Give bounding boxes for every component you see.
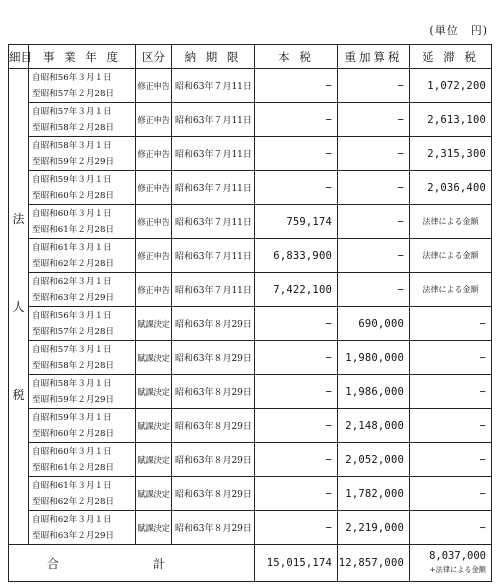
heavy-tax-cell: − [338,205,410,239]
period-cell [29,171,136,205]
period-cell [29,137,136,171]
period-from: 自昭和62年３月１日 [32,276,112,287]
late-tax-cell: 1,072,200 [410,69,492,103]
late-tax-cell: 法律による金額 [410,205,492,239]
table-row [9,69,492,103]
heavy-tax-cell: − [338,103,410,137]
due-date-cell: 昭和63年７月11日 [172,239,255,273]
period-to: 至昭和57年２月28日 [32,88,115,99]
due-date-cell: 昭和63年８月29日 [172,307,255,341]
period-from: 自昭和61年３月１日 [32,242,112,253]
header-period: 事 業 年 度 [29,45,136,69]
category-cell: 修正申告 [136,69,172,103]
due-date-cell: 昭和63年７月11日 [172,171,255,205]
late-tax-cell: − [410,511,492,545]
table-row [9,341,492,375]
principal-cell: − [255,409,338,443]
header-due: 納 期 限 [172,45,255,69]
category-cell: 賦課決定 [136,477,172,511]
category-cell: 修正申告 [136,103,172,137]
period-from: 自昭和56年３月１日 [32,310,112,321]
due-date-cell: 昭和63年７月11日 [172,103,255,137]
due-date-cell: 昭和63年７月11日 [172,69,255,103]
heavy-tax-cell: 2,219,000 [338,511,410,545]
heavy-tax-cell: 690,000 [338,307,410,341]
due-date-cell: 昭和63年８月29日 [172,341,255,375]
heavy-tax-cell: − [338,239,410,273]
category-cell: 賦課決定 [136,307,172,341]
late-tax-cell: − [410,341,492,375]
heavy-tax-cell: 1,782,000 [338,477,410,511]
tax-type-cell [9,69,29,545]
period-from: 自昭和57年３月１日 [32,106,112,117]
table-row [9,273,492,307]
period-to: 至昭和57年２月28日 [32,326,115,337]
late-tax-cell: 法律による金額 [410,273,492,307]
table-row [9,443,492,477]
category-cell: 賦課決定 [136,409,172,443]
header-principal: 本 税 [255,45,338,69]
late-tax-cell: − [410,443,492,477]
table-body [9,69,492,582]
category-cell: 修正申告 [136,171,172,205]
period-to: 至昭和59年２月29日 [32,156,115,167]
late-tax-cell: − [410,375,492,409]
period-to: 至昭和59年２月29日 [32,394,115,405]
period-to: 至昭和58年２月28日 [32,122,115,133]
period-to: 至昭和60年２月28日 [32,428,115,439]
unit-label: (単位 円) [429,24,488,37]
category-cell: 修正申告 [136,239,172,273]
period-from: 自昭和60年３月１日 [32,446,112,457]
due-date-cell: 昭和63年８月29日 [172,511,255,545]
header-late: 延 滞 税 [410,45,492,69]
period-to: 至昭和61年２月28日 [32,224,115,235]
period-cell [29,205,136,239]
category-cell: 修正申告 [136,205,172,239]
total-label [9,545,255,582]
tax-type-char: 法 [12,211,25,226]
period-cell [29,273,136,307]
late-tax-cell: 法律による金額 [410,239,492,273]
period-cell [29,443,136,477]
header-heavy: 重加算税 [338,45,410,69]
table-row [9,375,492,409]
total-late-note: +法律による金額 [429,565,486,574]
late-tax-cell: 2,315,300 [410,137,492,171]
due-date-cell: 昭和63年７月11日 [172,273,255,307]
table-row [9,205,492,239]
late-tax-cell: 2,036,400 [410,171,492,205]
period-from: 自昭和59年３月１日 [32,174,112,185]
table-row [9,137,492,171]
principal-cell: 759,174 [255,205,338,239]
period-from: 自昭和58年３月１日 [32,140,112,151]
due-date-cell: 昭和63年８月29日 [172,443,255,477]
heavy-tax-cell: − [338,137,410,171]
heavy-tax-cell: 2,052,000 [338,443,410,477]
principal-cell: − [255,511,338,545]
principal-cell: − [255,443,338,477]
tax-type-char: 税 [12,387,25,402]
period-cell [29,103,136,137]
period-from: 自昭和56年３月１日 [32,72,112,83]
header-category: 区分 [136,45,172,69]
total-principal: 15,015,174 [255,545,338,582]
principal-cell: − [255,375,338,409]
period-cell [29,409,136,443]
heavy-tax-cell: − [338,273,410,307]
category-cell: 賦課決定 [136,341,172,375]
period-from: 自昭和58年３月１日 [32,378,112,389]
period-from: 自昭和62年３月１日 [32,514,112,525]
late-tax-cell: − [410,477,492,511]
period-cell [29,307,136,341]
due-date-cell: 昭和63年７月11日 [172,137,255,171]
period-cell [29,239,136,273]
category-cell: 賦課決定 [136,375,172,409]
period-cell [29,477,136,511]
period-to: 至昭和62年２月28日 [32,258,115,269]
principal-cell: − [255,477,338,511]
period-to: 至昭和60年２月28日 [32,190,115,201]
tax-type-char: 人 [12,299,25,314]
period-to: 至昭和62年２月28日 [32,496,115,507]
principal-cell: − [255,307,338,341]
total-heavy: 12,857,000 [338,545,410,582]
period-from: 自昭和59年３月１日 [32,412,112,423]
total-row [9,545,492,582]
category-cell: 賦課決定 [136,511,172,545]
table-row [9,239,492,273]
category-cell: 修正申告 [136,137,172,171]
period-cell [29,375,136,409]
principal-cell: − [255,137,338,171]
period-from: 自昭和57年３月１日 [32,344,112,355]
period-to: 至昭和58年２月28日 [32,360,115,371]
principal-cell: − [255,171,338,205]
table-header-row [9,45,492,69]
principal-cell: 6,833,900 [255,239,338,273]
table-row [9,511,492,545]
heavy-tax-cell: − [338,171,410,205]
due-date-cell: 昭和63年８月29日 [172,409,255,443]
period-to: 至昭和63年２月29日 [32,530,115,541]
principal-cell: 7,422,100 [255,273,338,307]
table-row [9,307,492,341]
category-cell: 賦課決定 [136,443,172,477]
table-row [9,409,492,443]
table-row [9,477,492,511]
category-cell: 修正申告 [136,273,172,307]
period-to: 至昭和61年２月28日 [32,462,115,473]
total-label-a: 合 [47,556,62,571]
period-from: 自昭和61年３月１日 [32,480,112,491]
heavy-tax-cell: 1,986,000 [338,375,410,409]
principal-cell: − [255,103,338,137]
period-from: 自昭和60年３月１日 [32,208,112,219]
header-tax-type: 細目 [9,45,29,69]
late-tax-cell: − [410,409,492,443]
due-date-cell: 昭和63年８月29日 [172,375,255,409]
late-tax-cell: 2,613,100 [410,103,492,137]
due-date-cell: 昭和63年８月29日 [172,477,255,511]
due-date-cell: 昭和63年７月11日 [172,205,255,239]
total-late-value: 8,037,000 [429,550,486,562]
period-cell [29,69,136,103]
table-row [9,171,492,205]
total-late [410,545,492,582]
heavy-tax-cell: 2,148,000 [338,409,410,443]
principal-cell: − [255,69,338,103]
heavy-tax-cell: 1,980,000 [338,341,410,375]
period-cell [29,511,136,545]
late-tax-cell: − [410,307,492,341]
period-cell [29,341,136,375]
principal-cell: − [255,341,338,375]
heavy-tax-cell: − [338,69,410,103]
period-to: 至昭和63年２月29日 [32,292,115,303]
table-row [9,103,492,137]
total-label-b: 計 [153,556,168,571]
tax-table [8,44,492,582]
